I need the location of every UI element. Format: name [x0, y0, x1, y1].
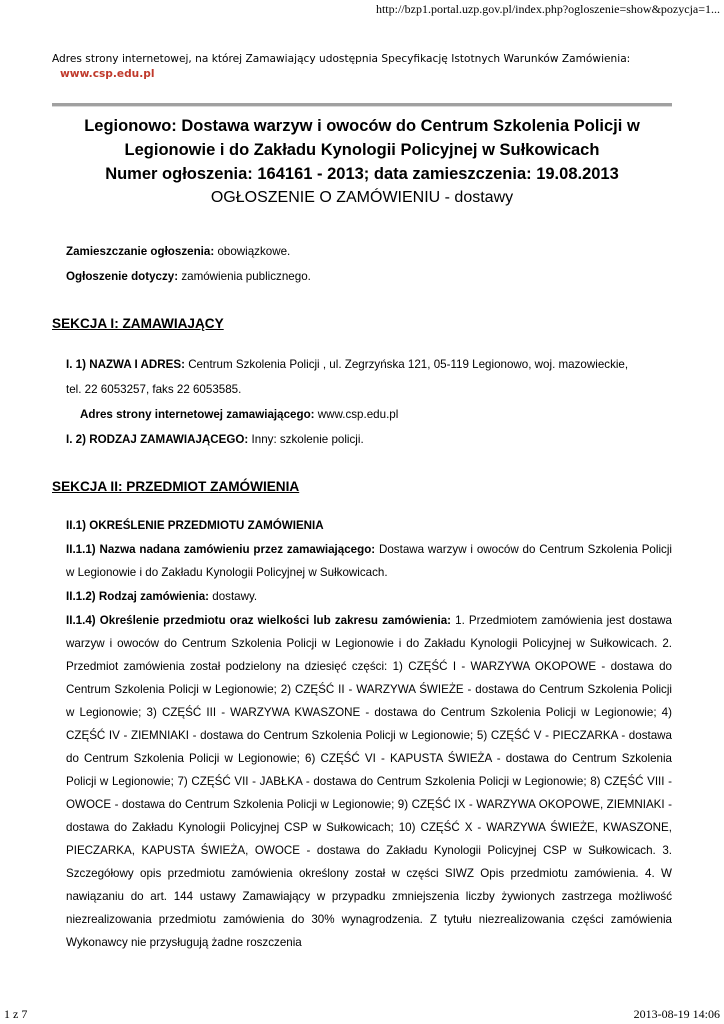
contract-kind-row	[52, 585, 672, 608]
siwz-intro	[52, 52, 692, 82]
concerns-value: zamówienia publicznego.	[181, 270, 311, 283]
concerns-row	[52, 265, 672, 288]
contract-kind-label: II.1.2) Rodzaj zamówienia:	[66, 590, 210, 603]
contracting-type-value: Inny: szkolenie policji.	[251, 433, 364, 446]
contracting-type-row	[52, 428, 672, 451]
subsection-heading	[52, 514, 672, 537]
contract-name-label: II.1.1) Nazwa nadana zamówieniu przez zamawiającego:	[66, 543, 376, 556]
contract-scope-row	[52, 609, 672, 954]
section-2-heading: SEKCJA II: PRZEDMIOT ZAMÓWIENIA	[52, 479, 300, 494]
placement-row	[52, 240, 672, 263]
contract-name-row	[52, 538, 672, 584]
section-1-address	[52, 353, 672, 376]
title-line-2: Legionowie i do Zakładu Kynologii Policyjnej w Sułkowicach	[124, 141, 600, 159]
website-value[interactable]: www.csp.edu.pl	[317, 408, 399, 421]
website-label: Adres strony internetowej zamawiającego:	[80, 408, 315, 421]
contract-kind-value: dostawy.	[212, 590, 258, 603]
page-number: 1 z 7	[4, 1007, 28, 1021]
contract-scope-label: II.1.4) Określenie przedmiotu oraz wielkości lub zakresu zamówienia:	[66, 614, 452, 627]
placement-label: Zamieszczanie ogłoszenia:	[66, 245, 215, 258]
page-title	[52, 114, 672, 210]
title-line-1: Legionowo: Dostawa warzyw i owoców do Centrum Szkolenia Policji w	[84, 117, 640, 135]
contract-name-value: Dostawa warzyw i owoców do Centrum Szkolenia Policji w Legionowie i do Zakładu Kynologii Policyjnej w Sułkowicach.	[66, 543, 672, 579]
subsection-label: II.1) OKREŚLENIE PRZEDMIOTU ZAMÓWIENIA	[66, 519, 324, 532]
contracting-type-label: I. 2) RODZAJ ZAMAWIAJĄCEGO:	[66, 433, 249, 446]
siwz-intro-text: Adres strony internetowej, na której Zamawiający udostępnia Specyfikację Istotnych Warunków Zamówienia:	[52, 53, 631, 65]
phone-line: tel. 22 6053257, faks 22 6053585.	[66, 383, 242, 396]
concerns-label: Ogłoszenie dotyczy:	[66, 270, 179, 283]
print-url: http://bzp1.portal.uzp.gov.pl/index.php?ogloszenie=show&pozycja=1...	[375, 2, 720, 16]
horizontal-rule	[52, 103, 672, 107]
placement-value: obowiązkowe.	[217, 245, 291, 258]
siwz-link[interactable]: www.csp.edu.pl	[60, 68, 155, 80]
name-address-label: I. 1) NAZWA I ADRES:	[66, 358, 185, 371]
contract-scope-value: 1. Przedmiotem zamówienia jest dostawa warzyw i owoców do Centrum Szkolenia Policji w Legionowie i do Zakładu Kynologii Policyjnej w Sułkowicach. 2. Przedmiot zamówienia został podzielony na dziesięć części: 1) CZĘŚĆ I - WARZYWA OKOPOWE - dostawa do Centrum Szkolenia Policji w Legionowie; 2) CZĘŚĆ II - WARZYWA ŚWIEŻE - dostawa do Centrum Szkolenia Policji w Legionowie; 3) CZĘŚĆ III - WARZYWA KWASZONE - dostawa do Centrum Szkolenia Policji w Legionowie; 4) CZĘŚĆ IV - ZIEMNIAKI - dostawa do Centrum Szkolenia Policji w Legionowie; 5) CZĘŚĆ V - PIECZARKA - dostawa do Centrum Szkolenia Policji w Legionowie; 6) CZĘŚĆ VI - KAPUSTA ŚWIEŻA - dostawa do Centrum Szkolenia Policji w Legionowie; 7) CZĘŚĆ VII - JABŁKA - dostawa do Centrum Szkolenia Policji w Legionowie; 8) CZĘŚĆ VIII - OWOCE - dostawa do Centrum Szkolenia Policji w Legionowie; 9) CZĘŚĆ IX - WARZYWA OKOPOWE, ZIEMNIAKI - dostawa do Zakładu Kynologii Policyjnej CSP w Sułkowicach; 10) CZĘŚĆ X - WARZYWA ŚWIEŻE, KWASZONE, PIECZARKA, KAPUSTA ŚWIEŻA, OWOCE - dostawa do Zakładu Kynologii Policyjnej CSP w Sułkowicach. 3. Szczegółowy opis przedmiotu zamówienia określony został w części SIWZ Opis przedmiotu zamówienia. 4. W nawiązaniu do art. 144 ustawy Zamawiający w przypadku zmniejszenia liczby żywionych zastrzega możliwość niezrealizowania przedmiotu zamówienia do 30% wynagrodzenia. Z tytułu niezrealizowania części zamówienia Wykonawcy nie przysługują żadne roszczenia	[66, 614, 672, 949]
name-address-value: Centrum Szkolenia Policji , ul. Zegrzyńska 121, 05-119 Legionowo, woj. mazowieckie,	[188, 358, 629, 371]
print-datetime: 2013-08-19 14:06	[633, 1007, 720, 1021]
section-1-heading: SEKCJA I: ZAMAWIAJĄCY	[52, 316, 224, 331]
title-line-3: Numer ogłoszenia: 164161 - 2013; data zamieszczenia: 19.08.2013	[105, 165, 619, 183]
notice-content	[52, 240, 672, 954]
title-line-4: OGŁOSZENIE O ZAMÓWIENIU - dostawy	[210, 189, 514, 206]
website-row	[52, 403, 672, 426]
